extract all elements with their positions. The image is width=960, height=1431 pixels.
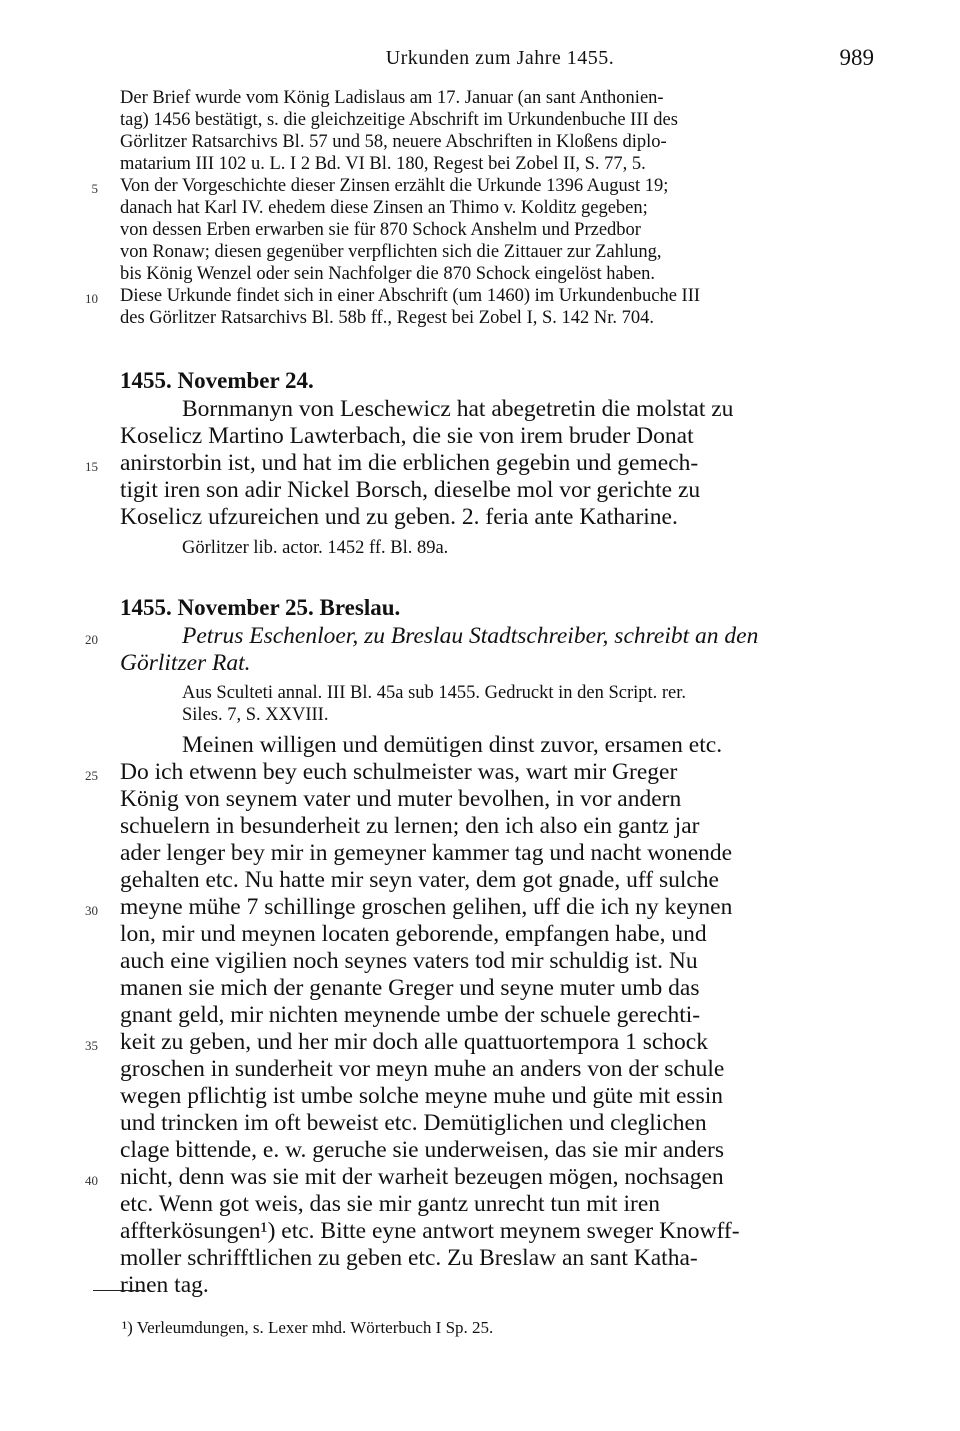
top-note-line: Diese Urkunde findet sich in einer Abschrift (um 1460) im Urkundenbuche III — [120, 286, 701, 306]
doc1-heading: 1455. November 24. — [120, 368, 314, 393]
top-note-line: des Görlitzer Ratsarchivs Bl. 58b ff., Regest bei Zobel I, S. 142 Nr. 704. — [120, 308, 655, 328]
doc2-text-line: rinen tag. — [120, 1272, 209, 1298]
doc1-source: Görlitzer lib. actor. 1452 ff. Bl. 89a. — [182, 538, 449, 558]
page-header — [120, 47, 880, 77]
doc1-line: Bornmanyn von Leschewicz hat abegetretin die molstat zu — [182, 396, 734, 422]
doc2-source-line: Siles. 7, S. XXVIII. — [182, 705, 329, 725]
top-note-line: von Ronaw; diesen gegenüber verpflichten sich die Zittauer zur Zahlung, — [120, 242, 662, 262]
running-title: Urkunden zum Jahre 1455. — [385, 47, 615, 69]
doc2-summary-line: Görlitzer Rat. — [120, 650, 251, 676]
top-note-line: danach hat Karl IV. ehedem diese Zinsen an Thimo v. Kolditz gegeben; — [120, 198, 648, 218]
line-number: 35 — [85, 1038, 98, 1053]
doc2-text-line: Meinen willigen und demütigen dinst zuvor, ersamen etc. — [182, 732, 723, 758]
top-note-line: tag) 1456 bestätigt, s. die gleichzeitige Abschrift im Urkundenbuche III des — [120, 110, 678, 130]
footnote: ¹) Verleumdungen, s. Lexer mhd. Wörterbuch I Sp. 25. — [122, 1318, 494, 1337]
top-note-line: Von der Vorgeschichte dieser Zinsen erzählt die Urkunde 1396 August 19; — [120, 176, 669, 196]
line-number: 25 — [85, 768, 98, 783]
top-note-line: bis König Wenzel oder sein Nachfolger die 870 Schock eingelöst haben. — [120, 264, 656, 284]
top-note-line: von dessen Erben erwarben sie für 870 Schock Anshelm und Przedbor — [120, 220, 641, 240]
doc2-text-line: clage bittende, e. w. geruche sie underweisen, das sie mir anders — [120, 1137, 725, 1163]
doc2-text-line: etc. Wenn got weis, das sie mir gantz unrecht tun mit iren — [120, 1191, 660, 1217]
doc2-text-line: ader lenger bey mir in gemeyner kammer tag und nacht wonende — [120, 840, 733, 866]
top-note-line: matarium III 102 u. L. I 2 Bd. VI Bl. 180, Regest bei Zobel II, S. 77, 5. — [120, 154, 646, 174]
doc2-text-line: nicht, denn was sie mit der warheit bezeugen mögen, nochsagen — [120, 1164, 724, 1190]
line-number: 5 — [91, 181, 98, 196]
doc2-text-line: meyne mühe 7 schillinge groschen gelihen, uff die ich ny keynen — [120, 894, 733, 920]
doc2-text-line: lon, mir und meynen locaten geborende, empfangen habe, und — [120, 921, 707, 947]
doc1-line: anirstorbin ist, und hat im die erblichen gegebin und gemech- — [120, 450, 699, 476]
line-number: 20 — [85, 632, 98, 647]
doc2-text-line: und trincken im oft beweist etc. Demütiglichen und cleglichen — [120, 1110, 707, 1136]
doc2-text-line: manen sie mich der genante Greger und seyne muter umb das — [120, 975, 700, 1001]
doc2-text-line: gnant geld, mir nichten meynende umbe der schuele gerechti- — [120, 1002, 701, 1028]
doc2-text-line: König von seynem vater und muter bevolhen, in vor andern — [120, 786, 682, 812]
doc2-text-line: affterkösungen¹) etc. Bitte eyne antwort meynem sweger Knowff- — [120, 1218, 740, 1244]
line-number: 40 — [85, 1173, 98, 1188]
doc2-text-line: keit zu geben, und her mir doch alle quattuortempora 1 schock — [120, 1029, 708, 1055]
doc2-text-line: auch eine vigilien noch seynes vaters tod mir schuldig ist. Nu — [120, 948, 698, 974]
page-number: 989 — [839, 45, 874, 70]
doc2-text-line: gehalten etc. Nu hatte mir seyn vater, dem got gnade, uff sulche — [120, 867, 719, 893]
top-note-line: Der Brief wurde vom König Ladislaus am 17. Januar (an sant Anthonien- — [120, 88, 664, 108]
doc2-text-line: moller schrifftlichen zu geben etc. Zu Breslaw an sant Katha- — [120, 1245, 698, 1271]
line-number: 15 — [85, 459, 98, 474]
doc2-text-line: groschen in sunderheit vor meyn muhe an anders von der schule — [120, 1056, 725, 1082]
line-number: 30 — [85, 903, 98, 918]
line-number: 10 — [85, 291, 98, 306]
doc2-text-line: Do ich etwenn bey euch schulmeister was, wart mir Greger — [120, 759, 678, 785]
footnote-separator — [93, 1290, 145, 1291]
doc2-text-line: schuelern in besunderheit zu lernen; den ich also ein gantz jar — [120, 813, 700, 839]
top-note-line: Görlitzer Ratsarchivs Bl. 57 und 58, neuere Abschriften in Kloßens diplo- — [120, 132, 667, 152]
doc1-line: tigit iren son adir Nickel Borsch, dieselbe mol vor gerichte zu — [120, 477, 701, 503]
doc1-line: Koselicz Martino Lawterbach, die sie von irem bruder Donat — [120, 423, 694, 449]
doc2-source-line: Aus Sculteti annal. III Bl. 45a sub 1455. Gedruckt in den Script. rer. — [182, 683, 687, 703]
doc2-text-line: wegen pflichtig ist umbe solche meyne muhe und güte mit essin — [120, 1083, 724, 1109]
doc2-heading: 1455. November 25. Breslau. — [120, 595, 401, 620]
doc2-summary-line: Petrus Eschenloer, zu Breslau Stadtschreiber, schreibt an den — [182, 623, 759, 649]
doc1-line: Koselicz ufzureichen und zu geben. 2. feria ante Katharine. — [120, 504, 678, 530]
